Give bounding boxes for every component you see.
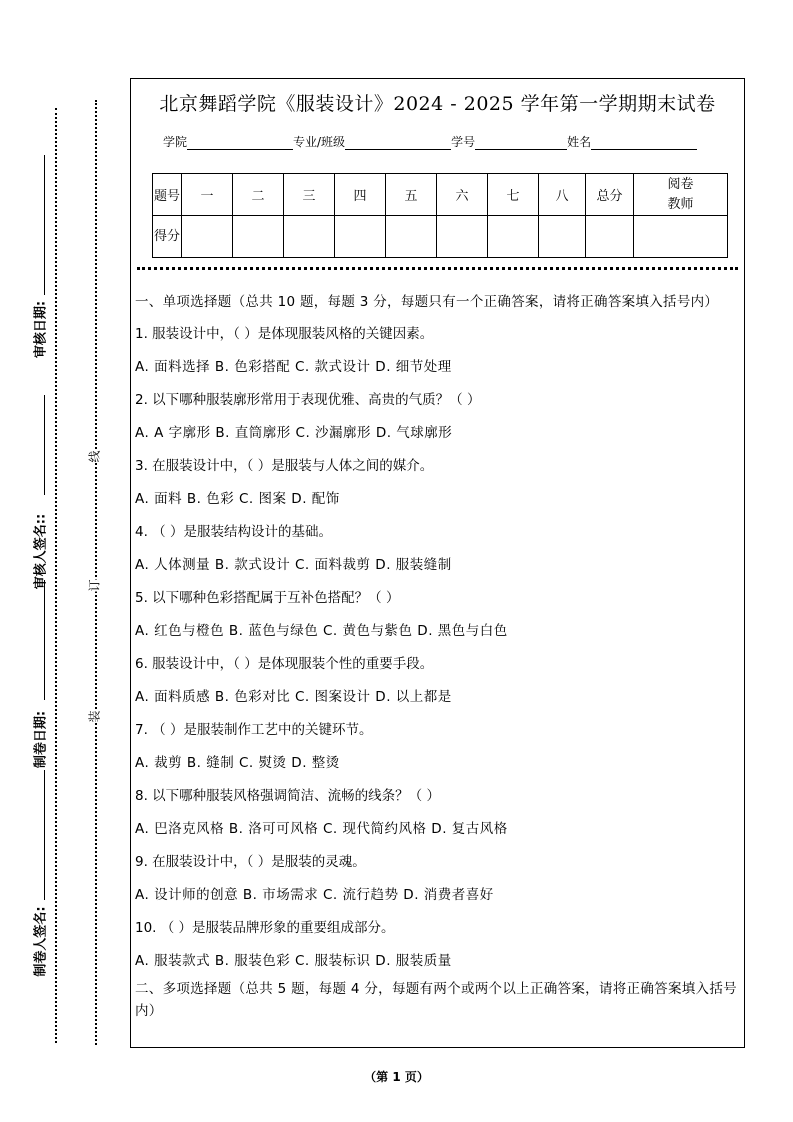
- question-options: A. 面料质感 B. 色彩对比 C. 图案设计 D. 以上都是: [135, 689, 452, 705]
- major-label: 专业/班级: [293, 135, 346, 149]
- question-text: 3. 在服装设计中，（ ）是服装与人体之间的媒介。: [135, 458, 434, 474]
- score-header-cell: 二: [233, 174, 284, 216]
- score-cell[interactable]: [437, 216, 488, 258]
- major-field[interactable]: [345, 135, 451, 150]
- score-header-cell: 三: [284, 174, 335, 216]
- score-cell[interactable]: [539, 216, 586, 258]
- score-row1-label: 题号: [153, 174, 182, 216]
- score-cell[interactable]: [586, 216, 634, 258]
- student-no-field[interactable]: [475, 135, 567, 150]
- review-date-line: [44, 155, 45, 295]
- score-header-cell: 四: [335, 174, 386, 216]
- question-text: 6. 服装设计中，（ ）是体现服装个性的重要手段。: [135, 656, 434, 672]
- score-table: [152, 173, 728, 258]
- score-header-cell: 一: [182, 174, 233, 216]
- score-header-cell: 阅卷 教师: [634, 174, 728, 216]
- name-field[interactable]: [591, 135, 697, 150]
- score-cell[interactable]: [386, 216, 437, 258]
- binding-char-ding: 订: [87, 579, 102, 592]
- question-text: 10. （ ）是服装品牌形象的重要组成部分。: [135, 920, 395, 936]
- reviewer-sign-label: 审核人签名::: [33, 513, 49, 590]
- question-text: 4. （ ）是服装结构设计的基础。: [135, 524, 332, 540]
- question-text: 2. 以下哪种服装廓形常用于表现优雅、高贵的气质？（ ）: [135, 392, 481, 408]
- school-field[interactable]: [187, 135, 293, 150]
- binding-dotted-line-right: [95, 100, 97, 1045]
- binding-dotted-line-left: [55, 108, 57, 1043]
- score-cell[interactable]: [488, 216, 539, 258]
- school-label: 学院: [163, 135, 188, 149]
- name-label: 姓名: [567, 135, 592, 149]
- question-options: A. 面料选择 B. 色彩搭配 C. 款式设计 D. 细节处理: [135, 359, 452, 375]
- question-text: 5. 以下哪种色彩搭配属于互补色搭配？（ ）: [135, 590, 400, 606]
- question-options: A. 设计师的创意 B. 市场需求 C. 流行趋势 D. 消费者喜好: [135, 887, 494, 903]
- reviewer-sign-line: [44, 395, 45, 495]
- question-options: A. A 字廓形 B. 直筒廓形 C. 沙漏廓形 D. 气球廓形: [135, 425, 453, 441]
- question-options: A. 巴洛克风格 B. 洛可可风格 C. 现代简约风格 D. 复古风格: [135, 821, 508, 837]
- question-options: A. 裁剪 B. 缝制 C. 熨烫 D. 整烫: [135, 755, 340, 771]
- exam-frame: [130, 78, 745, 1048]
- question-text: 1. 服装设计中，（ ）是体现服装风格的关键因素。: [135, 326, 434, 342]
- maker-sign-line: [44, 770, 45, 900]
- section1-heading: 一、单项选择题（总共 10 题，每题 3 分，每题只有一个正确答案，请将正确答案填入括号内）: [135, 294, 719, 310]
- score-cell[interactable]: [182, 216, 233, 258]
- binding-char-zhuang: 装: [87, 710, 102, 723]
- question-text: 9. 在服装设计中，（ ）是服装的灵魂。: [135, 854, 366, 870]
- question-options: A. 红色与橙色 B. 蓝色与绿色 C. 黄色与紫色 D. 黑色与白色: [135, 623, 508, 639]
- exam-title: 北京舞蹈学院《服装设计》2024 - 2025 学年第一学期期末试卷: [159, 93, 716, 115]
- question-options: A. 服装款式 B. 服装色彩 C. 服装标识 D. 服装质量: [135, 953, 452, 969]
- score-row2-label: 得分: [153, 216, 182, 258]
- score-cell[interactable]: [284, 216, 335, 258]
- page-number: （第 1 页）: [364, 1070, 429, 1084]
- question-text: 7. （ ）是服装制作工艺中的关键环节。: [135, 722, 373, 738]
- dotted-separator: [137, 267, 738, 270]
- score-cell[interactable]: [634, 216, 728, 258]
- score-cell[interactable]: [335, 216, 386, 258]
- score-header-cell: 七: [488, 174, 539, 216]
- exam-content: [135, 291, 741, 1022]
- section2-heading: 二、多项选择题（总共 5 题，每题 4 分，每题有两个或两个以上正确答案，请将正确答案填入括号内）: [135, 981, 737, 1019]
- score-header-cell: 六: [437, 174, 488, 216]
- question-options: A. 人体测量 B. 款式设计 C. 面料裁剪 D. 服装缝制: [135, 557, 452, 573]
- make-date-label: 制卷日期:: [33, 710, 49, 769]
- score-header-cell: 五: [386, 174, 437, 216]
- binding-char-xian: 线: [87, 450, 102, 463]
- question-text: 8. 以下哪种服装风格强调简洁、流畅的线条？（ ）: [135, 788, 440, 804]
- student-no-label: 学号: [451, 135, 476, 149]
- maker-sign-label: 制卷人签名:: [33, 906, 49, 977]
- question-options: A. 面料 B. 色彩 C. 图案 D. 配饰: [135, 491, 340, 507]
- score-header-cell: 八: [539, 174, 586, 216]
- make-date-line: [44, 580, 45, 700]
- student-info-row: [163, 133, 697, 150]
- score-header-cell: 总分: [586, 174, 634, 216]
- score-cell[interactable]: [233, 216, 284, 258]
- review-date-label: 审核日期:: [33, 300, 49, 359]
